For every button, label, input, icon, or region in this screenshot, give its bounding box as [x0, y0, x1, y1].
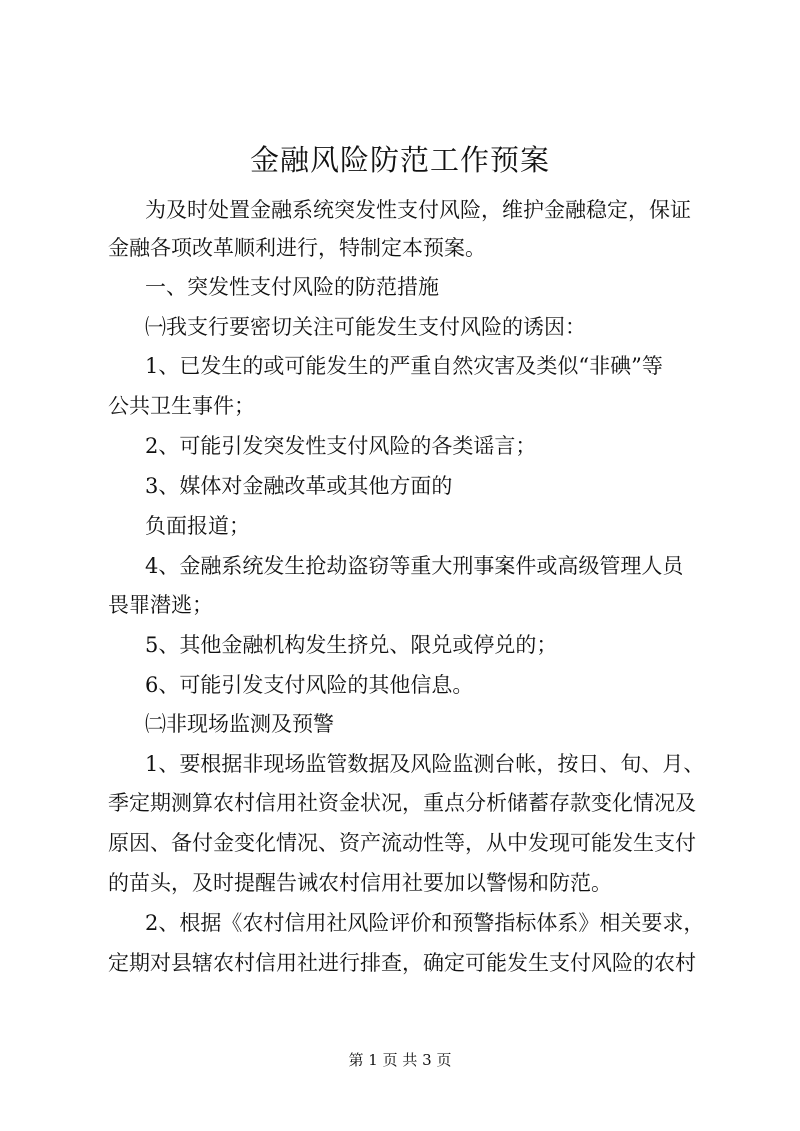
paragraph-line-5: 2、根据《农村信用社风险评价和预警指标体系》相关要求，: [145, 911, 705, 935]
list-item-5: 5、其他金融机构发生挤兑、限兑或停兑的；: [145, 633, 558, 657]
subsection-heading-1: ㈠我支行要密切关注可能发生支付风险的诱因：: [145, 315, 586, 339]
list-item-2: 2、可能引发突发性支付风险的各类谣言；: [145, 434, 537, 458]
subsection-heading-2: ㈡非现场监测及预警: [145, 712, 334, 736]
list-item-3-cont: 负面报道；: [145, 514, 250, 538]
list-item-4: 4、金融系统发生抢劫盗窃等重大刑事案件或高级管理人员: [145, 554, 684, 578]
body-line-1: 为及时处置金融系统突发性支付风险，维护金融稳定，保证: [145, 198, 691, 222]
list-item-1-cont: 公共卫生事件；: [108, 394, 255, 418]
page-number-footer: 第 1 页 共 3 页: [348, 1051, 452, 1069]
document-title: 金融风险防范工作预案: [249, 143, 550, 177]
list-item-3: 3、媒体对金融改革或其他方面的: [145, 474, 453, 498]
paragraph-line-2: 季定期测算农村信用社资金状况，重点分析储蓄存款变化情况及: [108, 791, 696, 815]
list-item-6: 6、可能引发支付风险的其他信息。: [145, 673, 474, 697]
paragraph-line-4: 的苗头，及时提醒告诫农村信用社要加以警惕和防范。: [108, 871, 612, 895]
paragraph-line-1: 1、要根据非现场监管数据及风险监测台帐，按日、旬、月、: [145, 752, 705, 776]
list-item-1: 1、已发生的或可能发生的严重自然灾害及类似“非碘”等: [145, 354, 663, 378]
section-heading-1: 一、突发性支付风险的防范措施: [145, 275, 439, 299]
list-item-4-cont: 畏罪潜逃；: [108, 593, 213, 617]
paragraph-line-6: 定期对县辖农村信用社进行排查，确定可能发生支付风险的农村: [108, 951, 696, 975]
body-line-2: 金融各项改革顺利进行，特制定本预案。: [108, 236, 486, 260]
paragraph-line-3: 原因、备付金变化情况、资产流动性等，从中发现可能发生支付: [108, 831, 696, 855]
